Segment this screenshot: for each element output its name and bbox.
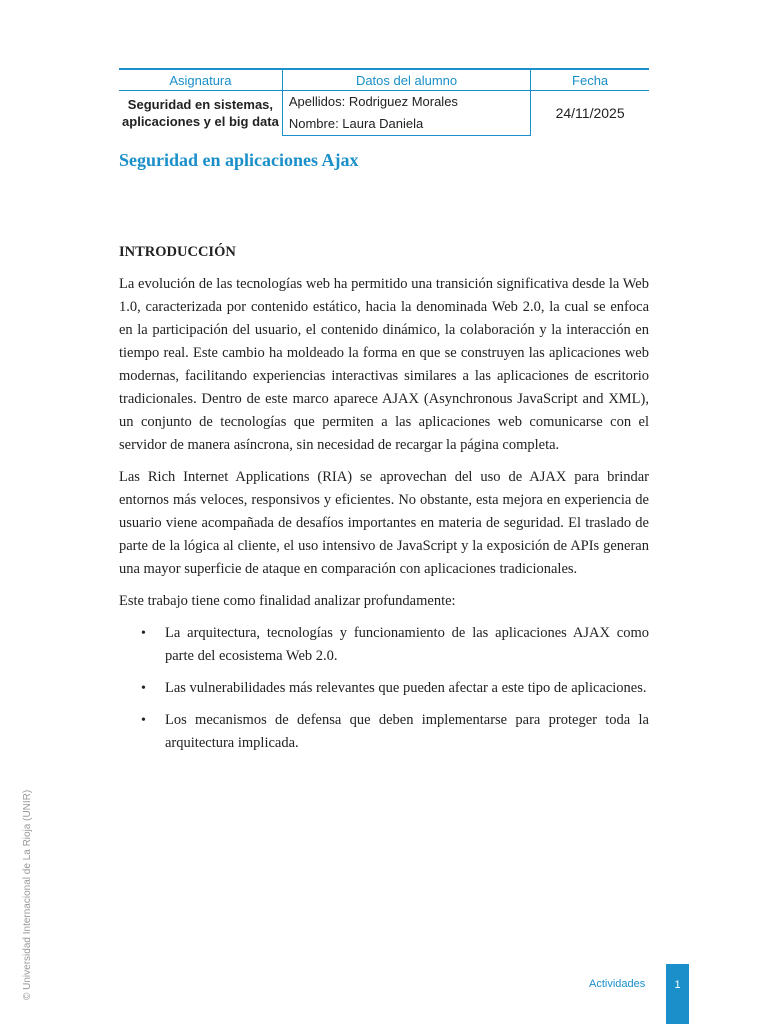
document-body	[119, 241, 649, 764]
surname-cell: Apellidos: Rodriguez Morales	[282, 91, 530, 114]
date-cell: 24/11/2025	[555, 105, 625, 122]
column-header-student: Datos del alumno	[282, 69, 530, 91]
list-item	[119, 677, 649, 700]
name-cell: Nombre: Laura Daniela	[282, 113, 530, 136]
list-item	[119, 622, 649, 668]
bullet-list	[119, 622, 649, 755]
bullet-icon: •	[141, 626, 146, 641]
document-title: Seguridad en aplicaciones Ajax	[119, 150, 359, 170]
info-row-1	[119, 91, 649, 114]
page-number-badge	[666, 964, 689, 1024]
bullet-icon: •	[141, 681, 146, 696]
list-item-text: Los mecanismos de defensa que deben implementarse para proteger toda la arquitectura implicada.	[165, 712, 649, 751]
copyright-notice: © Universidad Internacional de La Rioja (UNIR)	[22, 789, 33, 1000]
subject-line-1: Seguridad en sistemas,	[127, 97, 274, 113]
column-header-subject: Asignatura	[119, 69, 282, 91]
subject-cell	[119, 91, 282, 136]
paragraph-2: Las Rich Internet Applications (RIA) se aprovechan del uso de AJAX para brindar entornos más veloces, responsivos y eficientes. No obstante, esta mejora en experiencia de usuario viene acompañada de desafíos importantes en materia de seguridad. El traslado de parte de la lógica al cliente, el uso intensivo de JavaScript y la exposición de APIs generan una mayor superficie de ataque en comparación con aplicaciones tradicionales.	[119, 469, 649, 577]
header-info-table	[119, 68, 649, 136]
section-heading: INTRODUCCIÓN	[119, 244, 236, 260]
column-header-date: Fecha	[531, 69, 649, 91]
footer-label: Actividades	[589, 978, 646, 990]
list-item-text: La arquitectura, tecnologías y funcionamiento de las aplicaciones AJAX como parte del ecosistema Web 2.0.	[165, 625, 649, 664]
bullet-icon: •	[141, 713, 146, 728]
subject-line-2: aplicaciones y el big data	[122, 114, 279, 130]
list-item	[119, 709, 649, 755]
paragraph-1: La evolución de las tecnologías web ha permitido una transición significativa desde la Web 1.0, caracterizada por contenido estático, hacia la denominada Web 2.0, la cual se enfoca en la participación del usuario, el contenido dinámico, la colaboración y la interacción en tiempo real. Este cambio ha moldeado la forma en que se construyen las aplicaciones web modernas, facilitando experiencias interactivas similares a las aplicaciones de escritorio tradicionales. Dentro de este marco aparece AJAX (Asynchronous JavaScript and XML), un conjunto de tecnologías que permiten a las aplicaciones web comunicarse con el servidor de manera asíncrona, sin necesidad de recargar la página completa.	[119, 276, 649, 453]
header-row	[119, 69, 649, 91]
paragraph-3: Este trabajo tiene como finalidad analizar profundamente:	[119, 593, 456, 609]
page-number: 1	[674, 979, 681, 991]
list-item-text: Las vulnerabilidades más relevantes que pueden afectar a este tipo de aplicaciones.	[165, 680, 647, 696]
